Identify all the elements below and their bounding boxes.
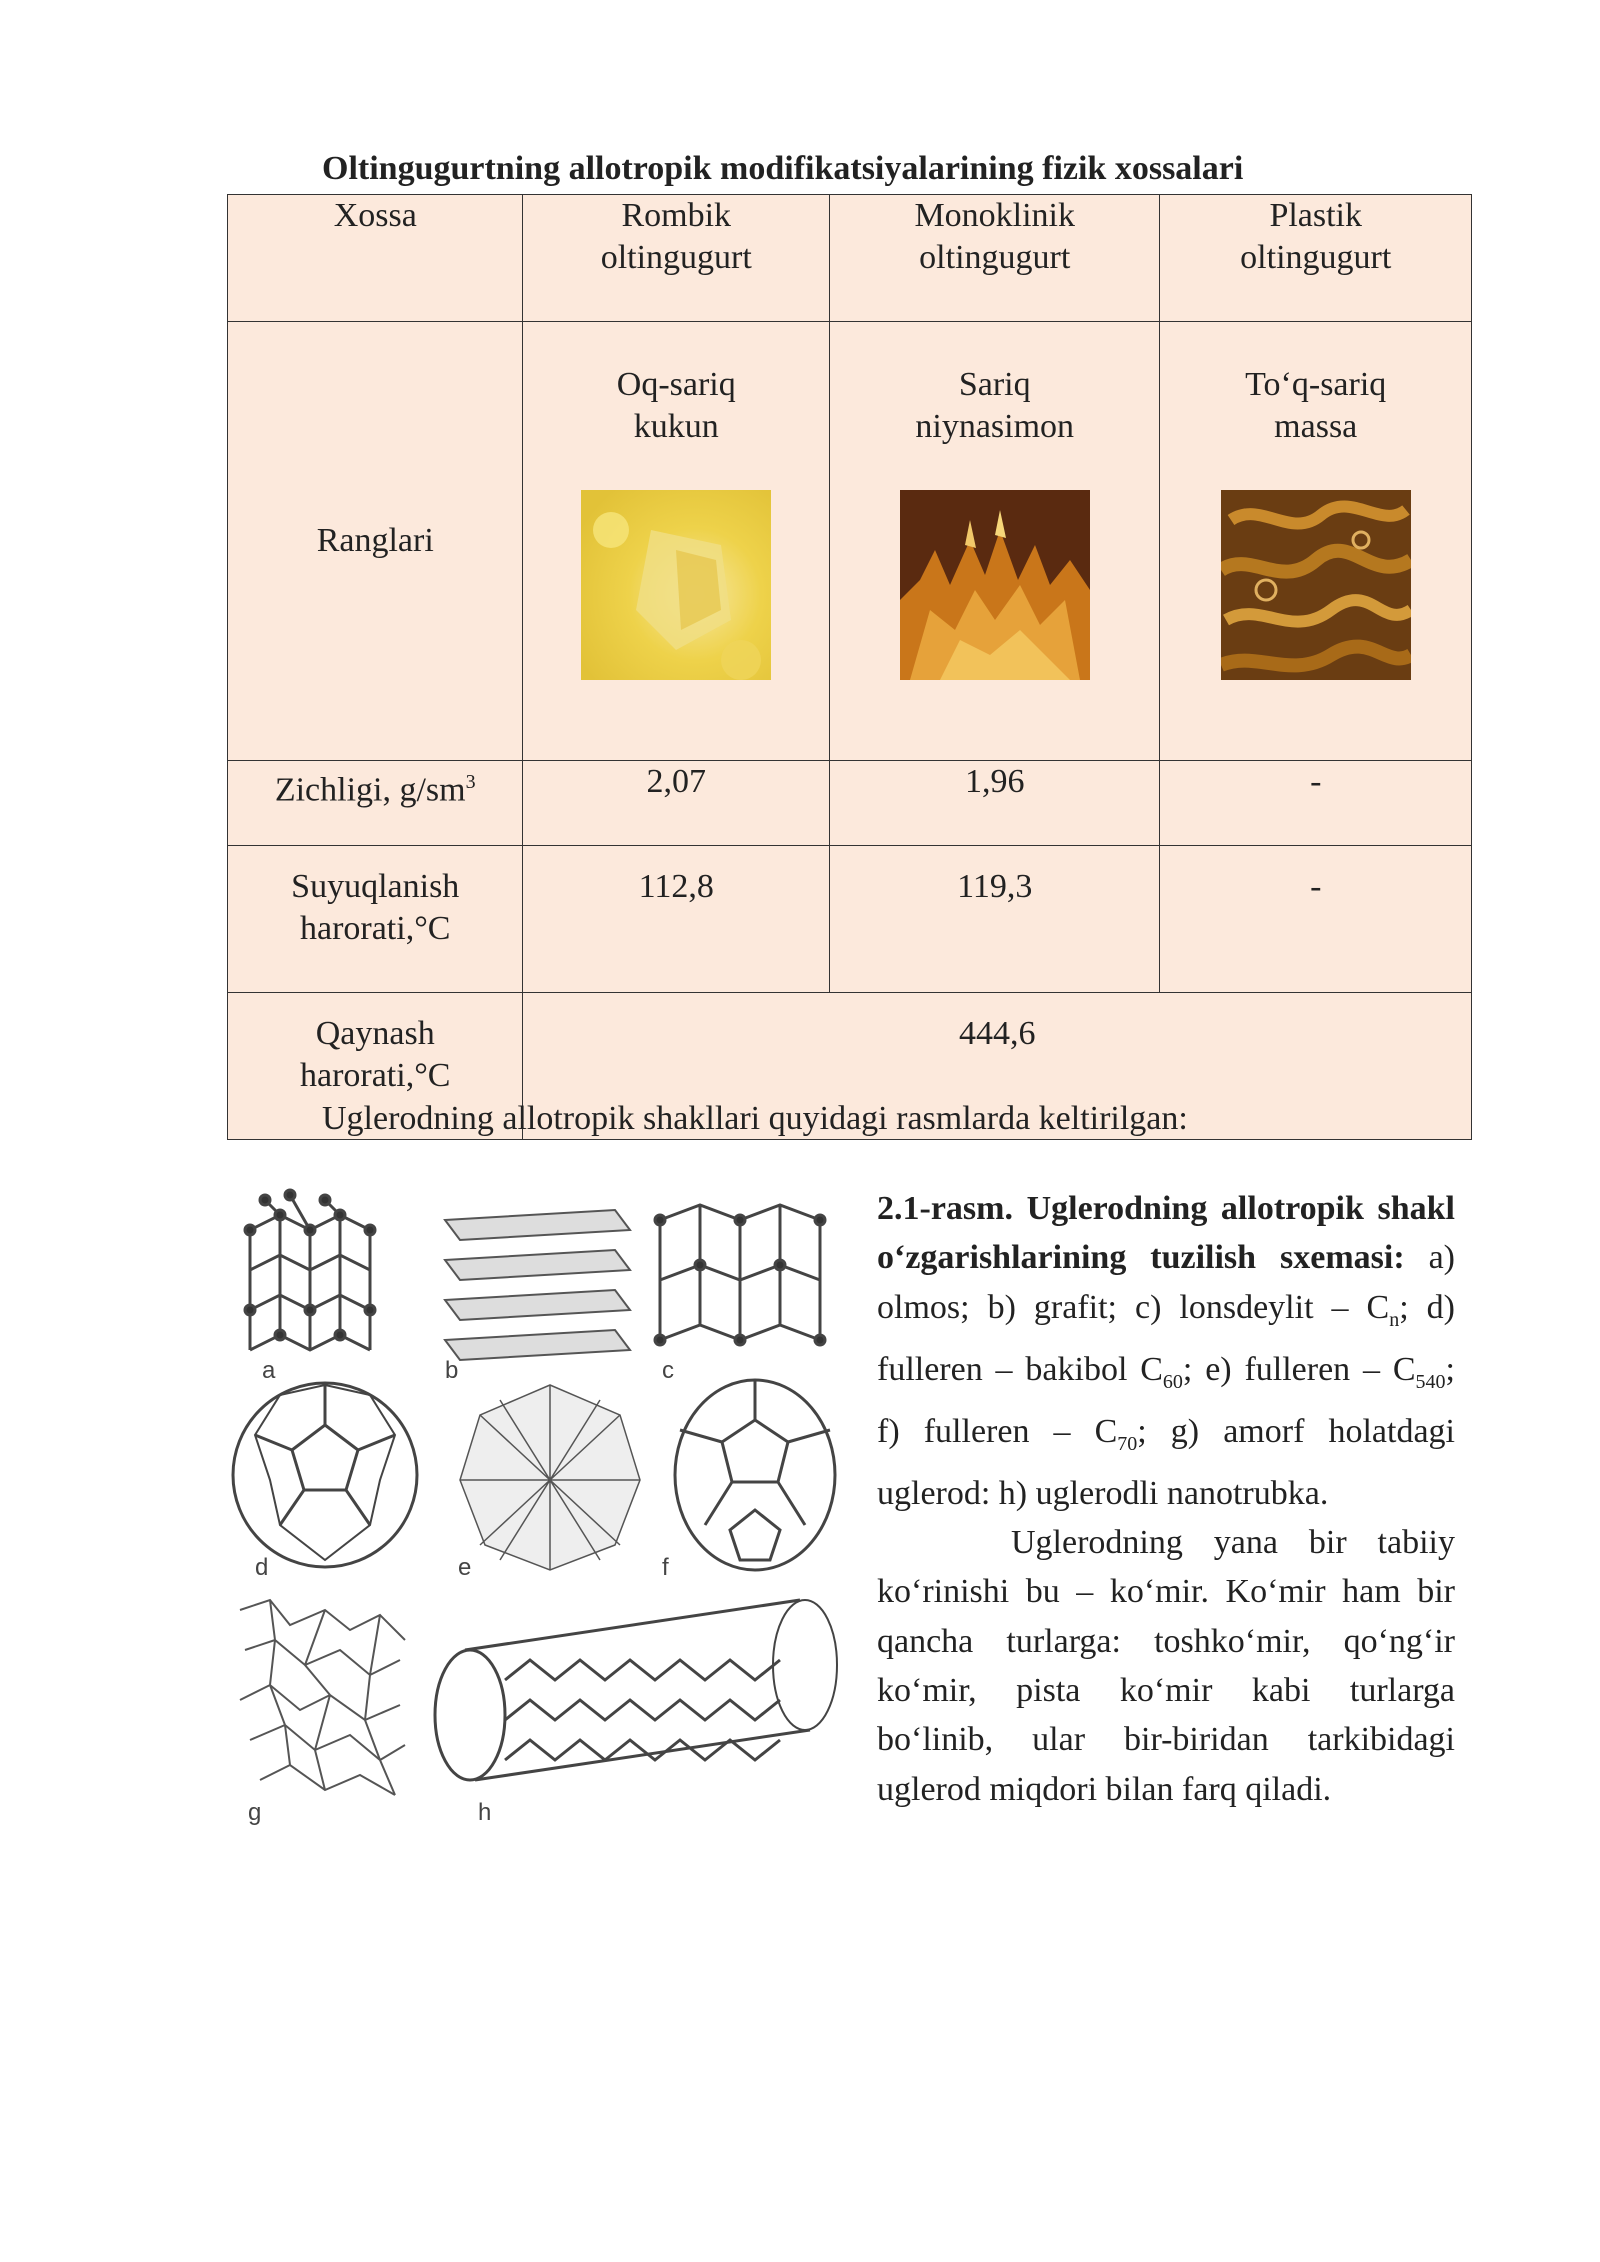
density-label-text: Zichligi, g/sm [274,771,466,809]
figure-label-c: c [662,1357,674,1384]
density-monoclinic: 1,96 [830,761,1160,846]
carbon-nanotube [435,1600,837,1780]
row-label-density [228,761,523,846]
color-text: Sariq [958,366,1031,403]
color-text: Oq-sariq [616,366,736,403]
sulfur-properties-table [227,194,1472,1140]
label-text: Suyuqlanish [291,868,460,905]
table-row-colors [228,322,1472,761]
diamond-structure [245,1190,375,1350]
caption-part: ; f) fulleren – C [877,1350,1455,1450]
graphite-structure [445,1210,630,1360]
density-plastic: - [1160,761,1472,846]
lonsdaleite-structure [655,1205,825,1345]
carbon-allotropes-figure [230,1180,840,1830]
header-text: Rombik [621,197,732,234]
fullerene-c540 [460,1385,640,1570]
caption-title: 2.1-rasm. Uglerodning allotropik shakl o‘zgarishlarining tuzilish sxemasi: [877,1190,1455,1277]
buckyball-c60 [233,1383,417,1567]
header-cell-property [228,195,523,322]
figure-label-b: b [445,1357,459,1384]
table-row-melting [228,846,1472,993]
color-cell-monoclinic [830,322,1160,761]
header-cell-rhombic [523,195,830,322]
row-label-melting [228,846,523,993]
header-cell-monoclinic [830,195,1160,322]
header-text: oltingugurt [919,239,1071,276]
color-text: To‘q-sariq [1245,366,1387,403]
page-title: Oltingugurtning allotropik modifikatsiyalarining fizik xossalari [322,150,1244,187]
header-text: Plastik [1269,197,1363,234]
boiling-value: 444,6 [523,993,1472,1140]
caption-part: a) olmos; b) grafit; c) lonsdeylit – C [877,1239,1455,1326]
label-text: Qaynash [315,1015,435,1052]
color-text: kukun [633,408,719,445]
figure-caption [877,1184,1455,1814]
color-text: massa [1274,408,1358,445]
label-text: harorati,°C [299,910,451,947]
rhombic-sulfur-photo [581,490,771,680]
color-cell-plastic [1160,322,1472,761]
caption-sub: 540 [1415,1370,1446,1393]
caption-text [877,1184,1455,1518]
melting-rhombic: 112,8 [523,846,830,993]
label-text: harorati,°C [299,1057,451,1094]
figure-label-a: a [262,1357,276,1384]
figure-label-e: e [458,1554,472,1581]
caption-sub: 70 [1117,1432,1138,1455]
coal-paragraph: Uglerodning yana bir tabiiy ko‘rinishi bu – ko‘mir. Ko‘mir ham bir qancha turlarga: toshko‘mir, qo‘ng‘ir ko‘mir, pista ko‘mir kabi turlarga bo‘linib, ular bir-biridan tarkibidagi uglerod miqdori bilan farq qiladi. [877,1524,1455,1808]
melting-monoclinic: 119,3 [830,846,1160,993]
caption-sub: 60 [1162,1370,1183,1393]
density-rhombic: 2,07 [523,761,830,846]
caption-part: ; e) fulleren – C [1182,1350,1416,1388]
header-cell-plastic [1160,195,1472,322]
plastic-sulfur-photo [1221,490,1411,680]
figure-label-d: d [255,1554,269,1581]
monoclinic-sulfur-photo [900,490,1090,680]
figure-label-h: h [478,1799,492,1826]
caption-part: ; g) amorf holatdagi uglerod: h) uglerodli nanotrubka. [877,1412,1455,1512]
fullerene-c70 [675,1380,835,1570]
row-label-colors: Ranglari [228,322,523,761]
figure-label-g: g [248,1799,262,1826]
color-text: niynasimon [915,408,1075,445]
header-text: Xossa [333,197,417,234]
caption-sub: n [1389,1308,1400,1331]
header-text: oltingugurt [600,239,752,276]
color-cell-rhombic [523,322,830,761]
intro-sentence: Uglerodning allotropik shakllari quyidagi rasmlarda keltirilgan: [322,1100,1188,1137]
caption-part: ; d) fulleren – bakibol C [877,1288,1455,1388]
amorphous-carbon [240,1600,405,1795]
table-header-row [228,195,1472,322]
density-unit-sup: 3 [465,771,476,793]
melting-plastic: - [1160,846,1472,993]
header-text: oltingugurt [1240,239,1392,276]
header-text: Monoklinik [914,197,1076,234]
figure-label-f: f [662,1554,669,1581]
table-row-density [228,761,1472,846]
